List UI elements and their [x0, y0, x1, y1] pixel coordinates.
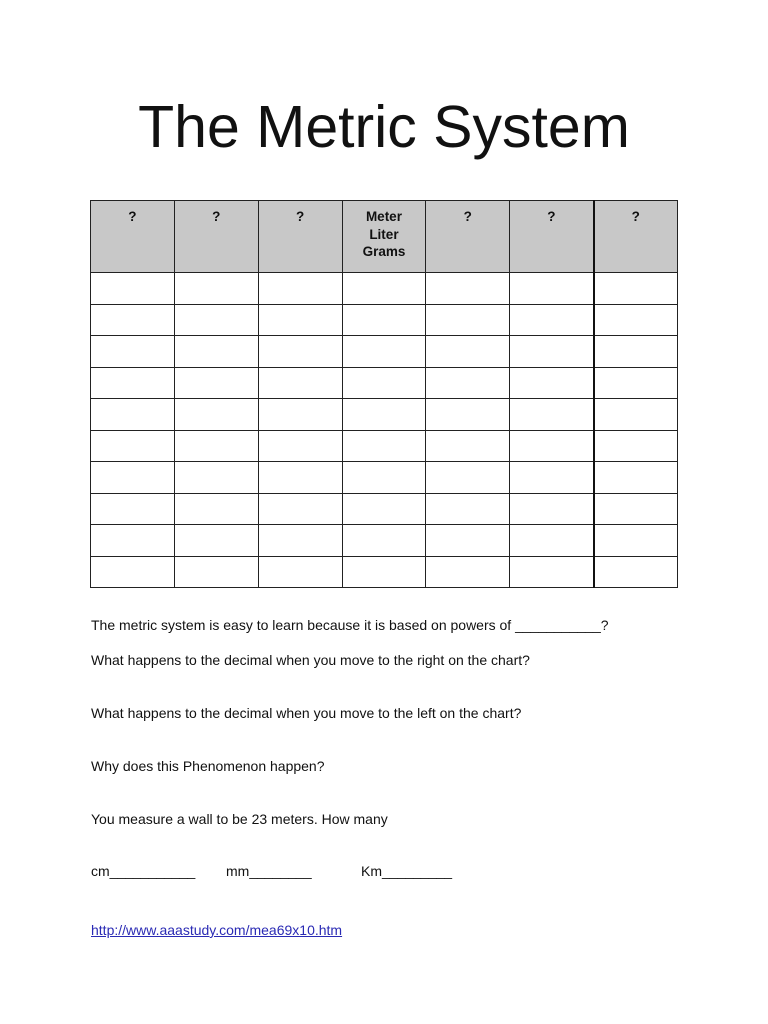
table-row — [91, 367, 678, 399]
table-cell[interactable] — [510, 399, 594, 431]
header-cell-text: ? — [631, 209, 640, 224]
question-powers: The metric system is easy to learn because it is based on powers of ___________? — [91, 617, 609, 633]
table-cell[interactable] — [258, 399, 342, 431]
table-cell[interactable] — [594, 273, 678, 305]
table-cell[interactable] — [426, 336, 510, 368]
table-cell[interactable] — [342, 493, 426, 525]
table-row — [91, 304, 678, 336]
table-cell[interactable] — [174, 462, 258, 494]
table-cell[interactable] — [342, 430, 426, 462]
table-cell[interactable] — [258, 336, 342, 368]
header-cell — [510, 201, 594, 273]
table-cell[interactable] — [174, 336, 258, 368]
table-cell[interactable] — [174, 430, 258, 462]
table-cell[interactable] — [426, 462, 510, 494]
header-cell-text: ? — [295, 209, 305, 224]
table-cell[interactable] — [426, 399, 510, 431]
table-cell[interactable] — [258, 367, 342, 399]
table-cell[interactable] — [174, 556, 258, 588]
table-cell[interactable] — [91, 556, 175, 588]
table-cell[interactable] — [342, 399, 426, 431]
table-cell[interactable] — [342, 556, 426, 588]
table-cell[interactable] — [510, 462, 594, 494]
header-cell-text: Grams — [362, 244, 406, 259]
table-cell[interactable] — [594, 462, 678, 494]
table-cell[interactable] — [594, 493, 678, 525]
table-row — [91, 430, 678, 462]
table-row — [91, 336, 678, 368]
table-cell[interactable] — [342, 367, 426, 399]
table-cell[interactable] — [174, 493, 258, 525]
table-cell[interactable] — [342, 462, 426, 494]
blank-cm: cm___________ — [91, 863, 196, 879]
table-cell[interactable] — [342, 336, 426, 368]
table-cell[interactable] — [342, 525, 426, 557]
table-header-row — [91, 201, 678, 273]
table-row — [91, 273, 678, 305]
table-cell[interactable] — [91, 462, 175, 494]
table-cell[interactable] — [426, 367, 510, 399]
table-row — [91, 556, 678, 588]
table-cell[interactable] — [426, 493, 510, 525]
table-row — [91, 399, 678, 431]
table-cell[interactable] — [342, 273, 426, 305]
header-cell — [258, 201, 342, 273]
header-cell — [174, 201, 258, 273]
table-cell[interactable] — [91, 525, 175, 557]
table-cell[interactable] — [510, 493, 594, 525]
table-cell[interactable] — [510, 430, 594, 462]
table-cell[interactable] — [174, 525, 258, 557]
header-cell — [594, 201, 678, 273]
header-cell-text: ? — [212, 209, 221, 224]
table-row — [91, 525, 678, 557]
table-body — [91, 273, 678, 588]
table-cell[interactable] — [594, 525, 678, 557]
table-cell[interactable] — [510, 336, 594, 368]
table-cell[interactable] — [91, 430, 175, 462]
table-cell[interactable] — [91, 399, 175, 431]
table-cell[interactable] — [426, 556, 510, 588]
table-cell[interactable] — [258, 556, 342, 588]
table-cell[interactable] — [91, 336, 175, 368]
header-cell-base-units — [342, 201, 426, 273]
table-cell[interactable] — [426, 304, 510, 336]
header-cell-text: ? — [128, 209, 137, 224]
table-cell[interactable] — [91, 273, 175, 305]
table-cell[interactable] — [174, 273, 258, 305]
reference-link[interactable]: http://www.aaastudy.com/mea69x10.htm — [91, 922, 343, 938]
table-cell[interactable] — [258, 462, 342, 494]
table-row — [91, 462, 678, 494]
table-cell[interactable] — [91, 367, 175, 399]
question-move-left: What happens to the decimal when you move to the left on the chart? — [91, 705, 522, 721]
header-cell — [426, 201, 510, 273]
page-title: The Metric System — [138, 94, 630, 160]
table-cell[interactable] — [594, 304, 678, 336]
table-cell[interactable] — [426, 273, 510, 305]
table-cell[interactable] — [426, 430, 510, 462]
table-row — [91, 493, 678, 525]
question-wall: You measure a wall to be 23 meters. How many — [91, 811, 388, 827]
table-cell[interactable] — [510, 525, 594, 557]
header-cell-text: ? — [463, 209, 472, 224]
header-cell — [91, 201, 175, 273]
question-why: Why does this Phenomenon happen? — [91, 758, 325, 774]
table-cell[interactable] — [258, 525, 342, 557]
table-cell[interactable] — [174, 367, 258, 399]
table-cell[interactable] — [594, 367, 678, 399]
blank-mm: mm________ — [226, 863, 312, 879]
table-cell[interactable] — [258, 273, 342, 305]
table-cell[interactable] — [342, 304, 426, 336]
table-cell[interactable] — [258, 304, 342, 336]
table-cell[interactable] — [594, 556, 678, 588]
metric-chart-table — [90, 200, 678, 588]
table-cell[interactable] — [258, 430, 342, 462]
header-cell-text: ? — [547, 209, 556, 224]
table-cell[interactable] — [594, 399, 678, 431]
table-cell[interactable] — [510, 273, 594, 305]
table-cell[interactable] — [91, 304, 175, 336]
table-cell[interactable] — [91, 493, 175, 525]
table-cell[interactable] — [426, 525, 510, 557]
question-move-right: What happens to the decimal when you move to the right on the chart? — [91, 652, 530, 668]
header-cell-text: Meter — [365, 209, 402, 224]
table-cell[interactable] — [594, 430, 678, 462]
table-cell[interactable] — [594, 336, 678, 368]
blank-km: Km_________ — [361, 863, 453, 879]
table-cell[interactable] — [510, 556, 594, 588]
table-cell[interactable] — [258, 493, 342, 525]
table-cell[interactable] — [174, 399, 258, 431]
table-cell[interactable] — [174, 304, 258, 336]
table-cell[interactable] — [510, 304, 594, 336]
table-cell[interactable] — [510, 367, 594, 399]
header-cell-text: Liter — [369, 226, 399, 242]
